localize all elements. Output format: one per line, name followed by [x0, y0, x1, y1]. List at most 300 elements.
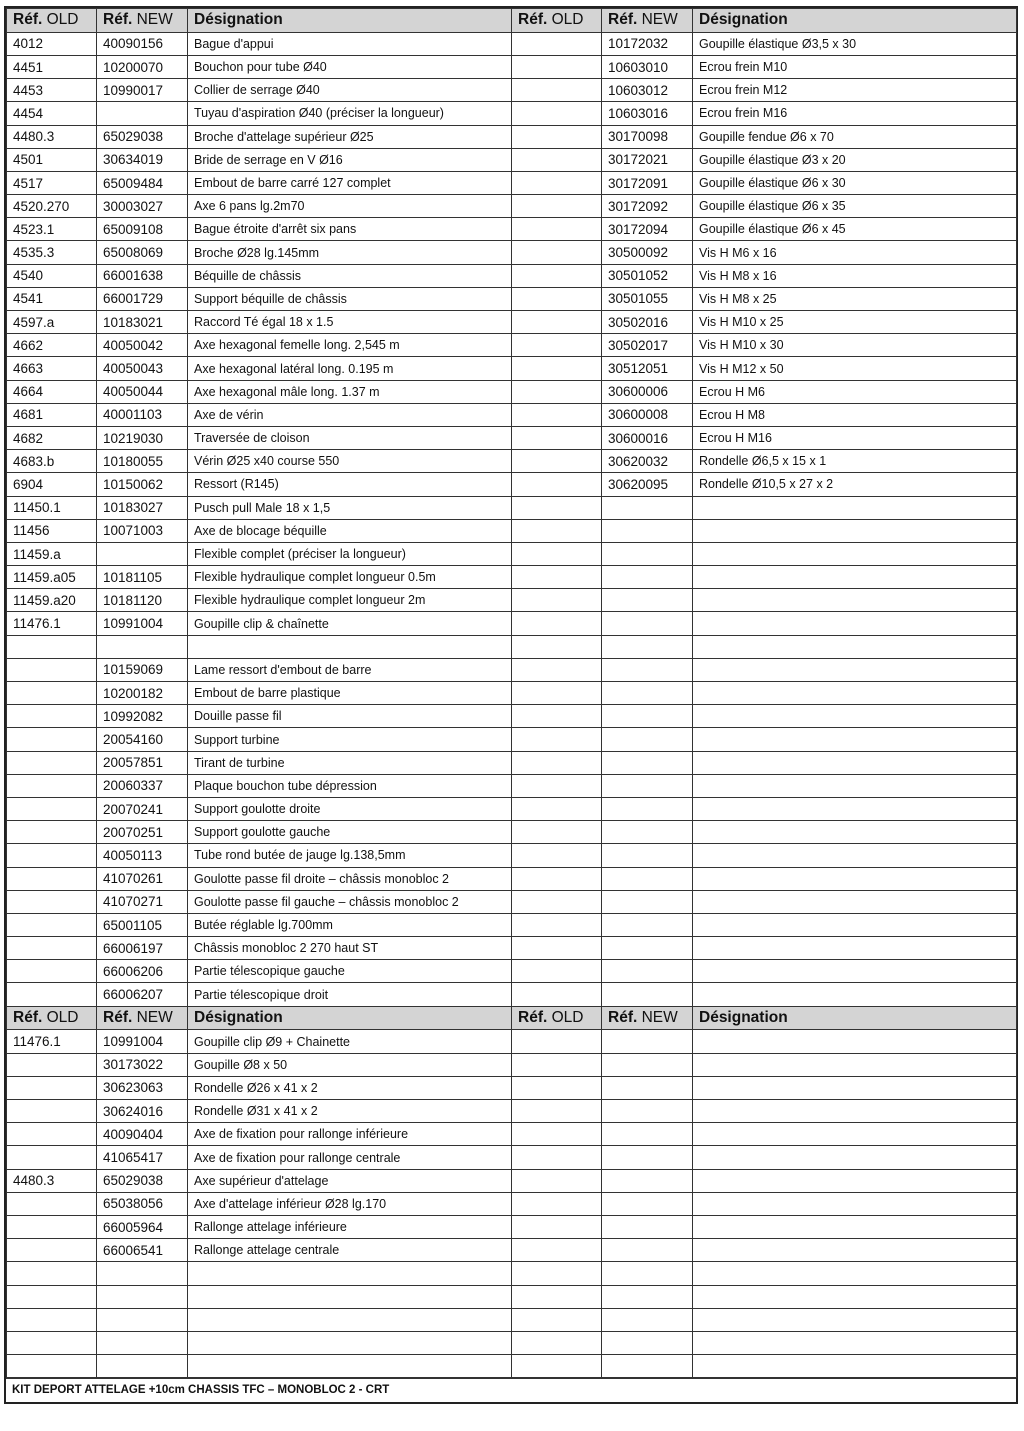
- ref-new-cell: [602, 612, 693, 635]
- table-row: [7, 241, 1017, 264]
- ref-new-cell: 30600016: [602, 426, 693, 449]
- ref-new-cell: [602, 774, 693, 797]
- designation-cell: Vis H M10 x 30: [693, 334, 1017, 357]
- ref-old-cell: [7, 635, 97, 658]
- designation-cell: [188, 635, 512, 658]
- ref-old-cell: [512, 937, 602, 960]
- header-ref-suffix: NEW: [641, 1009, 678, 1027]
- ref-new-cell: 66006207: [97, 983, 188, 1006]
- ref-old-cell: [7, 1285, 97, 1308]
- ref-old-cell: [7, 913, 97, 936]
- ref-old-cell: [512, 612, 602, 635]
- designation-cell: [693, 1355, 1017, 1378]
- designation-cell: Goupille élastique Ø6 x 30: [693, 171, 1017, 194]
- ref-new-cell: [602, 1123, 693, 1146]
- designation-cell: Axe de blocage béquille: [188, 519, 512, 542]
- ref-old-cell: [512, 1053, 602, 1076]
- ref-new-cell: 40090156: [97, 32, 188, 55]
- ref-new-cell: [602, 1308, 693, 1331]
- ref-new-cell: [602, 1215, 693, 1238]
- designation-cell: Support goulotte droite: [188, 797, 512, 820]
- ref-new-cell: [602, 519, 693, 542]
- ref-new-cell: 30172092: [602, 195, 693, 218]
- ref-new-cell: 40090404: [97, 1123, 188, 1146]
- designation-cell: Rondelle Ø10,5 x 27 x 2: [693, 473, 1017, 496]
- table-row: [7, 1308, 1017, 1331]
- designation-cell: Ressort (R145): [188, 473, 512, 496]
- header-ref-old: [512, 9, 602, 33]
- ref-new-cell: 30172021: [602, 148, 693, 171]
- table-row: [7, 937, 1017, 960]
- ref-new-cell: 30501055: [602, 287, 693, 310]
- table-row: [7, 334, 1017, 357]
- designation-cell: Partie télescopique gauche: [188, 960, 512, 983]
- header-ref-prefix: Réf.: [518, 1009, 548, 1027]
- designation-cell: Goulotte passe fil gauche – châssis monobloc 2: [188, 890, 512, 913]
- designation-cell: Rondelle Ø6,5 x 15 x 1: [693, 450, 1017, 473]
- header-designation: [693, 9, 1017, 33]
- ref-old-cell: [512, 1262, 602, 1285]
- ref-new-cell: 10071003: [97, 519, 188, 542]
- ref-old-cell: 4454: [7, 102, 97, 125]
- ref-old-cell: 4501: [7, 148, 97, 171]
- ref-new-cell: 30170098: [602, 125, 693, 148]
- designation-cell: [693, 1169, 1017, 1192]
- ref-old-cell: [512, 32, 602, 55]
- ref-old-cell: [512, 542, 602, 565]
- ref-new-cell: [602, 1239, 693, 1262]
- header-ref-old: [7, 9, 97, 33]
- designation-cell: [693, 1239, 1017, 1262]
- header-ref-old: [7, 1006, 97, 1030]
- ref-new-cell: 30600006: [602, 380, 693, 403]
- designation-cell: [693, 705, 1017, 728]
- table-header-row: [7, 1006, 1017, 1030]
- designation-cell: Plaque bouchon tube dépression: [188, 774, 512, 797]
- designation-cell: [693, 1146, 1017, 1169]
- ref-new-cell: 10990017: [97, 79, 188, 102]
- ref-new-cell: 10991004: [97, 612, 188, 635]
- table-row: [7, 125, 1017, 148]
- ref-old-cell: 4517: [7, 171, 97, 194]
- kit-title: KIT DEPORT ATTELAGE +10cm CHASSIS TFC – MONOBLOC 2 - CRT: [6, 1378, 1016, 1402]
- designation-cell: Support goulotte gauche: [188, 821, 512, 844]
- ref-old-cell: [7, 774, 97, 797]
- designation-cell: Rondelle Ø31 x 41 x 2: [188, 1100, 512, 1123]
- header-designation: [188, 1006, 512, 1030]
- ref-old-cell: [7, 960, 97, 983]
- ref-old-cell: [7, 1076, 97, 1099]
- designation-cell: Douille passe fil: [188, 705, 512, 728]
- ref-new-cell: 40050044: [97, 380, 188, 403]
- table-row: [7, 79, 1017, 102]
- ref-new-cell: 40050043: [97, 357, 188, 380]
- ref-old-cell: [7, 1308, 97, 1331]
- ref-old-cell: [512, 450, 602, 473]
- table-row: [7, 844, 1017, 867]
- ref-old-cell: 4012: [7, 32, 97, 55]
- ref-old-cell: 4662: [7, 334, 97, 357]
- designation-cell: [188, 1308, 512, 1331]
- table-row: [7, 1239, 1017, 1262]
- ref-old-cell: [7, 1146, 97, 1169]
- ref-old-cell: 4451: [7, 55, 97, 78]
- ref-new-cell: 66006541: [97, 1239, 188, 1262]
- designation-cell: Vis H M8 x 16: [693, 264, 1017, 287]
- ref-old-cell: [512, 682, 602, 705]
- ref-new-cell: 30502016: [602, 311, 693, 334]
- designation-cell: Axe de fixation pour rallonge inférieure: [188, 1123, 512, 1146]
- ref-old-cell: [512, 311, 602, 334]
- designation-cell: [693, 844, 1017, 867]
- ref-new-cell: 10150062: [97, 473, 188, 496]
- ref-new-cell: 41070261: [97, 867, 188, 890]
- ref-old-cell: 4683.b: [7, 450, 97, 473]
- designation-cell: Lame ressort d'embout de barre: [188, 658, 512, 681]
- ref-old-cell: [512, 171, 602, 194]
- designation-cell: Collier de serrage Ø40: [188, 79, 512, 102]
- designation-cell: Tuyau d'aspiration Ø40 (préciser la longueur): [188, 102, 512, 125]
- designation-cell: Ecrou H M6: [693, 380, 1017, 403]
- designation-cell: [693, 867, 1017, 890]
- ref-old-cell: [512, 635, 602, 658]
- designation-cell: [693, 566, 1017, 589]
- ref-new-cell: 65029038: [97, 125, 188, 148]
- designation-cell: [693, 774, 1017, 797]
- ref-old-cell: [512, 1215, 602, 1238]
- ref-old-cell: 4681: [7, 403, 97, 426]
- ref-old-cell: 4597.a: [7, 311, 97, 334]
- ref-old-cell: [7, 937, 97, 960]
- ref-old-cell: [7, 797, 97, 820]
- ref-new-cell: [602, 682, 693, 705]
- ref-new-cell: 10991004: [97, 1030, 188, 1053]
- ref-old-cell: [7, 1331, 97, 1354]
- designation-cell: Axe hexagonal latéral long. 0.195 m: [188, 357, 512, 380]
- header-ref-prefix: Réf.: [103, 1009, 133, 1027]
- designation-cell: [693, 937, 1017, 960]
- ref-new-cell: [602, 705, 693, 728]
- ref-new-cell: [602, 1146, 693, 1169]
- ref-old-cell: [7, 682, 97, 705]
- ref-old-cell: 4541: [7, 287, 97, 310]
- ref-new-cell: 65001105: [97, 913, 188, 936]
- ref-old-cell: [512, 403, 602, 426]
- ref-new-cell: 20070241: [97, 797, 188, 820]
- ref-new-cell: 30502017: [602, 334, 693, 357]
- designation-cell: Partie télescopique droit: [188, 983, 512, 1006]
- ref-old-cell: 4682: [7, 426, 97, 449]
- table-row: [7, 612, 1017, 635]
- ref-old-cell: 4535.3: [7, 241, 97, 264]
- ref-old-cell: [512, 983, 602, 1006]
- ref-old-cell: [7, 728, 97, 751]
- ref-new-cell: 30512051: [602, 357, 693, 380]
- table-row: [7, 1262, 1017, 1285]
- designation-cell: Ecrou frein M12: [693, 79, 1017, 102]
- header-ref-suffix: OLD: [551, 1009, 584, 1027]
- designation-cell: Goupille élastique Ø3,5 x 30: [693, 32, 1017, 55]
- table-row: [7, 1215, 1017, 1238]
- designation-cell: Broche d'attelage supérieur Ø25: [188, 125, 512, 148]
- ref-new-cell: [602, 1100, 693, 1123]
- ref-old-cell: [512, 867, 602, 890]
- ref-new-cell: 10181105: [97, 566, 188, 589]
- ref-new-cell: 40050113: [97, 844, 188, 867]
- table-row: [7, 705, 1017, 728]
- ref-new-cell: [602, 542, 693, 565]
- ref-old-cell: [512, 1100, 602, 1123]
- header-ref-suffix: NEW: [136, 11, 173, 29]
- table-row: [7, 195, 1017, 218]
- designation-cell: [693, 1192, 1017, 1215]
- table-row: [7, 426, 1017, 449]
- ref-new-cell: 66005964: [97, 1215, 188, 1238]
- table-row: [7, 797, 1017, 820]
- table-row: [7, 1169, 1017, 1192]
- ref-old-cell: [512, 148, 602, 171]
- ref-new-cell: 30501052: [602, 264, 693, 287]
- ref-old-cell: [7, 1262, 97, 1285]
- header-designation-label: Désignation: [194, 1009, 283, 1027]
- ref-new-cell: 20054160: [97, 728, 188, 751]
- ref-new-cell: 10200070: [97, 55, 188, 78]
- table-row: [7, 357, 1017, 380]
- designation-cell: Bouchon pour tube Ø40: [188, 55, 512, 78]
- ref-new-cell: [602, 890, 693, 913]
- designation-cell: [693, 983, 1017, 1006]
- ref-old-cell: 4453: [7, 79, 97, 102]
- ref-new-cell: [602, 635, 693, 658]
- ref-old-cell: [7, 1100, 97, 1123]
- ref-new-cell: [97, 1285, 188, 1308]
- ref-old-cell: [512, 1123, 602, 1146]
- table-row: [7, 1192, 1017, 1215]
- designation-cell: Rallonge attelage centrale: [188, 1239, 512, 1262]
- designation-cell: Axe d'attelage inférieur Ø28 lg.170: [188, 1192, 512, 1215]
- ref-old-cell: [512, 334, 602, 357]
- table-row: [7, 55, 1017, 78]
- ref-old-cell: [512, 380, 602, 403]
- table-row: [7, 1053, 1017, 1076]
- designation-cell: Axe hexagonal mâle long. 1.37 m: [188, 380, 512, 403]
- table-row: [7, 1285, 1017, 1308]
- ref-new-cell: [97, 1308, 188, 1331]
- ref-new-cell: [602, 1285, 693, 1308]
- designation-cell: Axe hexagonal femelle long. 2,545 m: [188, 334, 512, 357]
- designation-cell: [188, 1331, 512, 1354]
- ref-new-cell: 30172094: [602, 218, 693, 241]
- table-row: [7, 983, 1017, 1006]
- ref-new-cell: [97, 542, 188, 565]
- ref-old-cell: 4520.270: [7, 195, 97, 218]
- ref-new-cell: 30623063: [97, 1076, 188, 1099]
- table-row: [7, 218, 1017, 241]
- ref-new-cell: [602, 960, 693, 983]
- table-header-row: [7, 9, 1017, 33]
- table-row: [7, 380, 1017, 403]
- ref-new-cell: 66001638: [97, 264, 188, 287]
- ref-old-cell: [7, 867, 97, 890]
- ref-old-cell: [512, 728, 602, 751]
- ref-new-cell: [97, 1331, 188, 1354]
- ref-old-cell: 11450.1: [7, 496, 97, 519]
- designation-cell: Broche Ø28 lg.145mm: [188, 241, 512, 264]
- ref-old-cell: [512, 1192, 602, 1215]
- ref-new-cell: 20060337: [97, 774, 188, 797]
- designation-cell: Flexible hydraulique complet longueur 0.5m: [188, 566, 512, 589]
- ref-new-cell: [97, 1355, 188, 1378]
- table-row: [7, 1076, 1017, 1099]
- ref-new-cell: [602, 1262, 693, 1285]
- designation-cell: Rallonge attelage inférieure: [188, 1215, 512, 1238]
- ref-new-cell: [602, 1331, 693, 1354]
- ref-old-cell: [512, 566, 602, 589]
- table-row: [7, 1030, 1017, 1053]
- table-row: [7, 960, 1017, 983]
- designation-cell: Embout de barre plastique: [188, 682, 512, 705]
- ref-old-cell: [7, 1355, 97, 1378]
- designation-cell: [693, 519, 1017, 542]
- ref-old-cell: [512, 1331, 602, 1354]
- ref-new-cell: 41065417: [97, 1146, 188, 1169]
- ref-old-cell: [512, 1285, 602, 1308]
- designation-cell: [693, 1030, 1017, 1053]
- designation-cell: [188, 1262, 512, 1285]
- ref-old-cell: [512, 496, 602, 519]
- ref-old-cell: [512, 218, 602, 241]
- ref-new-cell: [602, 983, 693, 1006]
- ref-old-cell: [512, 357, 602, 380]
- ref-old-cell: 4663: [7, 357, 97, 380]
- designation-cell: Traversée de cloison: [188, 426, 512, 449]
- ref-old-cell: [512, 1076, 602, 1099]
- designation-cell: Ecrou frein M10: [693, 55, 1017, 78]
- table-row: [7, 566, 1017, 589]
- designation-cell: Goupille fendue Ø6 x 70: [693, 125, 1017, 148]
- ref-new-cell: 30634019: [97, 148, 188, 171]
- ref-new-cell: [602, 1030, 693, 1053]
- ref-old-cell: [512, 751, 602, 774]
- ref-new-cell: [602, 1053, 693, 1076]
- table-row: [7, 1331, 1017, 1354]
- table-row: [7, 32, 1017, 55]
- table-row: [7, 1100, 1017, 1123]
- ref-old-cell: [512, 473, 602, 496]
- ref-new-cell: 65009108: [97, 218, 188, 241]
- designation-cell: Axe de vérin: [188, 403, 512, 426]
- table-row: [7, 287, 1017, 310]
- designation-cell: Support turbine: [188, 728, 512, 751]
- table-row: [7, 751, 1017, 774]
- parts-sheet: [4, 6, 1018, 1404]
- designation-cell: [693, 496, 1017, 519]
- designation-cell: Goupille Ø8 x 50: [188, 1053, 512, 1076]
- ref-old-cell: 4664: [7, 380, 97, 403]
- ref-old-cell: [512, 658, 602, 681]
- designation-cell: Bague d'appui: [188, 32, 512, 55]
- ref-new-cell: [602, 589, 693, 612]
- ref-new-cell: 40050042: [97, 334, 188, 357]
- designation-cell: Goupille élastique Ø6 x 35: [693, 195, 1017, 218]
- ref-new-cell: 10180055: [97, 450, 188, 473]
- designation-cell: [693, 612, 1017, 635]
- table-row: [7, 403, 1017, 426]
- table-row: [7, 913, 1017, 936]
- ref-old-cell: [512, 426, 602, 449]
- designation-cell: Goupille clip & chaînette: [188, 612, 512, 635]
- ref-old-cell: 4540: [7, 264, 97, 287]
- ref-old-cell: [512, 589, 602, 612]
- ref-old-cell: [512, 264, 602, 287]
- ref-new-cell: 66006197: [97, 937, 188, 960]
- ref-new-cell: [602, 496, 693, 519]
- ref-old-cell: 11459.a05: [7, 566, 97, 589]
- designation-cell: [693, 890, 1017, 913]
- ref-old-cell: 4480.3: [7, 125, 97, 148]
- ref-old-cell: [7, 705, 97, 728]
- ref-old-cell: [7, 1053, 97, 1076]
- header-ref-new: [602, 9, 693, 33]
- ref-new-cell: 10219030: [97, 426, 188, 449]
- ref-new-cell: 30620095: [602, 473, 693, 496]
- table-row: [7, 728, 1017, 751]
- designation-cell: Tirant de turbine: [188, 751, 512, 774]
- ref-old-cell: [7, 983, 97, 1006]
- ref-old-cell: 11459.a20: [7, 589, 97, 612]
- ref-new-cell: 30624016: [97, 1100, 188, 1123]
- ref-new-cell: 10603010: [602, 55, 693, 78]
- designation-cell: [693, 728, 1017, 751]
- ref-new-cell: 30500092: [602, 241, 693, 264]
- ref-new-cell: 10181120: [97, 589, 188, 612]
- ref-new-cell: 30620032: [602, 450, 693, 473]
- designation-cell: [693, 751, 1017, 774]
- ref-old-cell: [512, 913, 602, 936]
- ref-old-cell: [512, 1355, 602, 1378]
- ref-new-cell: 65008069: [97, 241, 188, 264]
- designation-cell: Raccord Té égal 18 x 1.5: [188, 311, 512, 334]
- ref-old-cell: [512, 195, 602, 218]
- designation-cell: [693, 1262, 1017, 1285]
- table-row: [7, 264, 1017, 287]
- ref-old-cell: [7, 1123, 97, 1146]
- table-row: [7, 635, 1017, 658]
- table-row: [7, 102, 1017, 125]
- table-row: [7, 1146, 1017, 1169]
- designation-cell: Embout de barre carré 127 complet: [188, 171, 512, 194]
- ref-new-cell: [602, 658, 693, 681]
- header-ref-new: [602, 1006, 693, 1030]
- ref-old-cell: [512, 844, 602, 867]
- header-ref-new: [97, 9, 188, 33]
- header-ref-prefix: Réf.: [103, 11, 133, 29]
- designation-cell: [693, 1053, 1017, 1076]
- parts-table: [6, 8, 1017, 1378]
- ref-old-cell: [512, 797, 602, 820]
- table-row: [7, 1123, 1017, 1146]
- ref-new-cell: [602, 913, 693, 936]
- designation-cell: Pusch pull Male 18 x 1,5: [188, 496, 512, 519]
- ref-new-cell: [602, 821, 693, 844]
- designation-cell: Bride de serrage en V Ø16: [188, 148, 512, 171]
- ref-new-cell: 10183021: [97, 311, 188, 334]
- designation-cell: Bague étroite d'arrêt six pans: [188, 218, 512, 241]
- designation-cell: Vis H M6 x 16: [693, 241, 1017, 264]
- ref-new-cell: 41070271: [97, 890, 188, 913]
- designation-cell: Vis H M12 x 50: [693, 357, 1017, 380]
- designation-cell: [693, 1331, 1017, 1354]
